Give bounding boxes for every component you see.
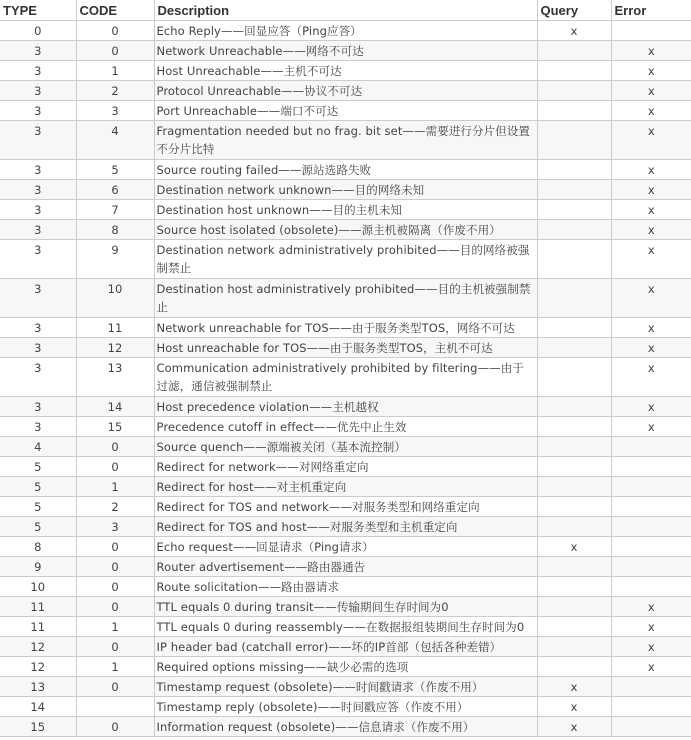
cell-type: 11 [0, 597, 76, 617]
cell-description: Destination host unknown——目的主机未知 [154, 200, 537, 220]
cell-error: x [611, 180, 691, 200]
cell-type: 3 [0, 338, 76, 358]
table-row [0, 637, 691, 657]
cell-code: 7 [76, 200, 154, 220]
cell-code: 6 [76, 180, 154, 200]
cell-code: 15 [76, 417, 154, 437]
cell-error: x [611, 637, 691, 657]
cell-type: 3 [0, 318, 76, 338]
cell-code: 0 [76, 557, 154, 577]
cell-type: 3 [0, 101, 76, 121]
cell-type: 3 [0, 200, 76, 220]
cell-query [537, 220, 611, 240]
cell-error: x [611, 318, 691, 338]
cell-type: 5 [0, 497, 76, 517]
cell-error [611, 577, 691, 597]
cell-code: 3 [76, 101, 154, 121]
cell-query [537, 477, 611, 497]
cell-code: 0 [76, 637, 154, 657]
cell-type: 10 [0, 577, 76, 597]
cell-description: Timestamp reply (obsolete)——时间戳应答（作废不用） [154, 697, 537, 717]
cell-description: IP header bad (catchall error)——坏的IP首部（包括各种差错） [154, 637, 537, 657]
cell-error: x [611, 220, 691, 240]
cell-description: TTL equals 0 during transit——传输期间生存时间为0 [154, 597, 537, 617]
cell-description: Source quench——源端被关闭（基本流控制） [154, 437, 537, 457]
cell-description: Protocol Unreachable——协议不可达 [154, 81, 537, 101]
table-row [0, 597, 691, 617]
cell-error [611, 677, 691, 697]
cell-code: 4 [76, 121, 154, 160]
cell-description: Route solicitation——路由器请求 [154, 577, 537, 597]
cell-query [537, 437, 611, 457]
cell-description: Host precedence violation——主机越权 [154, 397, 537, 417]
cell-query [537, 517, 611, 537]
cell-code: 3 [76, 517, 154, 537]
cell-code: 0 [76, 21, 154, 41]
cell-error: x [611, 200, 691, 220]
cell-type: 15 [0, 717, 76, 737]
cell-type: 3 [0, 61, 76, 81]
cell-type: 3 [0, 220, 76, 240]
cell-type: 3 [0, 180, 76, 200]
cell-description: Precedence cutoff in effect——优先中止生效 [154, 417, 537, 437]
table-row [0, 121, 691, 160]
table-row [0, 61, 691, 81]
cell-query [537, 61, 611, 81]
cell-type: 12 [0, 657, 76, 677]
cell-type: 5 [0, 477, 76, 497]
cell-query [537, 240, 611, 279]
cell-type: 3 [0, 81, 76, 101]
cell-query [537, 279, 611, 318]
cell-query [537, 617, 611, 637]
cell-error [611, 497, 691, 517]
cell-error: x [611, 81, 691, 101]
cell-error: x [611, 338, 691, 358]
table-row [0, 160, 691, 180]
table-row [0, 338, 691, 358]
table-row [0, 677, 691, 697]
cell-type: 11 [0, 617, 76, 637]
cell-code [76, 697, 154, 717]
cell-description: Network Unreachable——网络不可达 [154, 41, 537, 61]
cell-query: x [537, 21, 611, 41]
cell-error: x [611, 240, 691, 279]
cell-error [611, 717, 691, 737]
cell-type: 3 [0, 417, 76, 437]
table-row [0, 577, 691, 597]
cell-query [537, 81, 611, 101]
cell-description: Echo request——回显请求（Ping请求） [154, 537, 537, 557]
cell-error: x [611, 417, 691, 437]
cell-description: Destination network administratively prohibited——目的网络被强制禁止 [154, 240, 537, 279]
cell-code: 14 [76, 397, 154, 417]
cell-type: 5 [0, 517, 76, 537]
cell-type: 4 [0, 437, 76, 457]
cell-error: x [611, 657, 691, 677]
table-row [0, 477, 691, 497]
cell-code: 0 [76, 577, 154, 597]
table-row [0, 537, 691, 557]
cell-code: 0 [76, 41, 154, 61]
cell-error [611, 437, 691, 457]
cell-query: x [537, 697, 611, 717]
cell-query [537, 397, 611, 417]
cell-description: Redirect for host——对主机重定向 [154, 477, 537, 497]
cell-description: Information request (obsolete)——信息请求（作废不用） [154, 717, 537, 737]
cell-type: 3 [0, 279, 76, 318]
cell-error: x [611, 597, 691, 617]
table-row [0, 279, 691, 318]
cell-code: 0 [76, 597, 154, 617]
cell-type: 12 [0, 637, 76, 657]
cell-query [537, 457, 611, 477]
cell-code: 0 [76, 457, 154, 477]
cell-description: TTL equals 0 during reassembly——在数据报组装期间生存时间为0 [154, 617, 537, 637]
table-row [0, 318, 691, 338]
cell-error: x [611, 101, 691, 121]
cell-error [611, 477, 691, 497]
cell-query [537, 160, 611, 180]
cell-query [537, 657, 611, 677]
table-row [0, 657, 691, 677]
cell-code: 0 [76, 717, 154, 737]
cell-query [537, 318, 611, 338]
table-row [0, 457, 691, 477]
cell-query [537, 200, 611, 220]
cell-error [611, 537, 691, 557]
cell-code: 0 [76, 437, 154, 457]
cell-code: 10 [76, 279, 154, 318]
cell-error: x [611, 279, 691, 318]
cell-type: 3 [0, 160, 76, 180]
cell-description: Source routing failed——源站选路失败 [154, 160, 537, 180]
cell-query [537, 338, 611, 358]
cell-description: Destination network unknown——目的网络未知 [154, 180, 537, 200]
table-row [0, 417, 691, 437]
header-type: TYPE [0, 0, 76, 21]
table-row [0, 397, 691, 417]
cell-query [537, 497, 611, 517]
cell-description: Echo Reply——回显应答（Ping应答） [154, 21, 537, 41]
table-row [0, 81, 691, 101]
cell-type: 3 [0, 41, 76, 61]
header-code: CODE [76, 0, 154, 21]
cell-type: 8 [0, 537, 76, 557]
cell-type: 3 [0, 358, 76, 397]
cell-query [537, 557, 611, 577]
cell-query: x [537, 677, 611, 697]
cell-type: 3 [0, 240, 76, 279]
cell-description: Destination host administratively prohibited——目的主机被强制禁止 [154, 279, 537, 318]
cell-error [611, 517, 691, 537]
cell-code: 2 [76, 81, 154, 101]
cell-code: 0 [76, 677, 154, 697]
cell-description: Fragmentation needed but no frag. bit set——需要进行分片但设置不分片比特 [154, 121, 537, 160]
table-row [0, 21, 691, 41]
table-row [0, 200, 691, 220]
header-error: Error [611, 0, 691, 21]
cell-type: 5 [0, 457, 76, 477]
cell-description: Router advertisement——路由器通告 [154, 557, 537, 577]
cell-code: 8 [76, 220, 154, 240]
table-row [0, 101, 691, 121]
table-row [0, 617, 691, 637]
cell-error: x [611, 61, 691, 81]
table-row [0, 517, 691, 537]
cell-type: 14 [0, 697, 76, 717]
cell-code: 12 [76, 338, 154, 358]
cell-query [537, 180, 611, 200]
cell-code: 11 [76, 318, 154, 338]
table-header [0, 0, 691, 21]
table-row [0, 717, 691, 737]
cell-query [537, 577, 611, 597]
table-row [0, 41, 691, 61]
cell-query [537, 358, 611, 397]
header-description: Description [154, 0, 537, 21]
table-row [0, 437, 691, 457]
cell-error [611, 21, 691, 41]
cell-code: 9 [76, 240, 154, 279]
cell-error [611, 557, 691, 577]
cell-description: Communication administratively prohibited by filtering——由于过滤，通信被强制禁止 [154, 358, 537, 397]
table-row [0, 220, 691, 240]
table-row [0, 240, 691, 279]
cell-error: x [611, 160, 691, 180]
cell-description: Required options missing——缺少必需的选项 [154, 657, 537, 677]
cell-description: Timestamp request (obsolete)——时间戳请求（作废不用） [154, 677, 537, 697]
cell-description: Redirect for network——对网络重定向 [154, 457, 537, 477]
cell-error: x [611, 121, 691, 160]
cell-error: x [611, 397, 691, 417]
cell-description: Host unreachable for TOS——由于服务类型TOS，主机不可达 [154, 338, 537, 358]
cell-description: Redirect for TOS and host——对服务类型和主机重定向 [154, 517, 537, 537]
table-row [0, 497, 691, 517]
cell-description: Network unreachable for TOS——由于服务类型TOS，网络不可达 [154, 318, 537, 338]
cell-query [537, 41, 611, 61]
cell-code: 1 [76, 657, 154, 677]
cell-error [611, 697, 691, 717]
table-row [0, 180, 691, 200]
table-row [0, 557, 691, 577]
cell-query [537, 417, 611, 437]
cell-code: 1 [76, 617, 154, 637]
cell-code: 13 [76, 358, 154, 397]
cell-description: Port Unreachable——端口不可达 [154, 101, 537, 121]
cell-description: Source host isolated (obsolete)——源主机被隔离（作废不用） [154, 220, 537, 240]
cell-code: 1 [76, 477, 154, 497]
table-row [0, 358, 691, 397]
cell-query [537, 101, 611, 121]
cell-query: x [537, 537, 611, 557]
cell-error: x [611, 358, 691, 397]
cell-query [537, 597, 611, 617]
cell-type: 3 [0, 121, 76, 160]
cell-description: Redirect for TOS and network——对服务类型和网络重定向 [154, 497, 537, 517]
cell-query [537, 121, 611, 160]
table-body [0, 21, 691, 737]
cell-query [537, 637, 611, 657]
cell-query: x [537, 717, 611, 737]
cell-code: 0 [76, 537, 154, 557]
cell-description: Host Unreachable——主机不可达 [154, 61, 537, 81]
header-query: Query [537, 0, 611, 21]
cell-code: 2 [76, 497, 154, 517]
cell-type: 13 [0, 677, 76, 697]
cell-error: x [611, 617, 691, 637]
cell-code: 5 [76, 160, 154, 180]
cell-error: x [611, 41, 691, 61]
cell-type: 9 [0, 557, 76, 577]
cell-type: 3 [0, 397, 76, 417]
cell-code: 1 [76, 61, 154, 81]
cell-type: 0 [0, 21, 76, 41]
cell-error [611, 457, 691, 477]
table-row [0, 697, 691, 717]
